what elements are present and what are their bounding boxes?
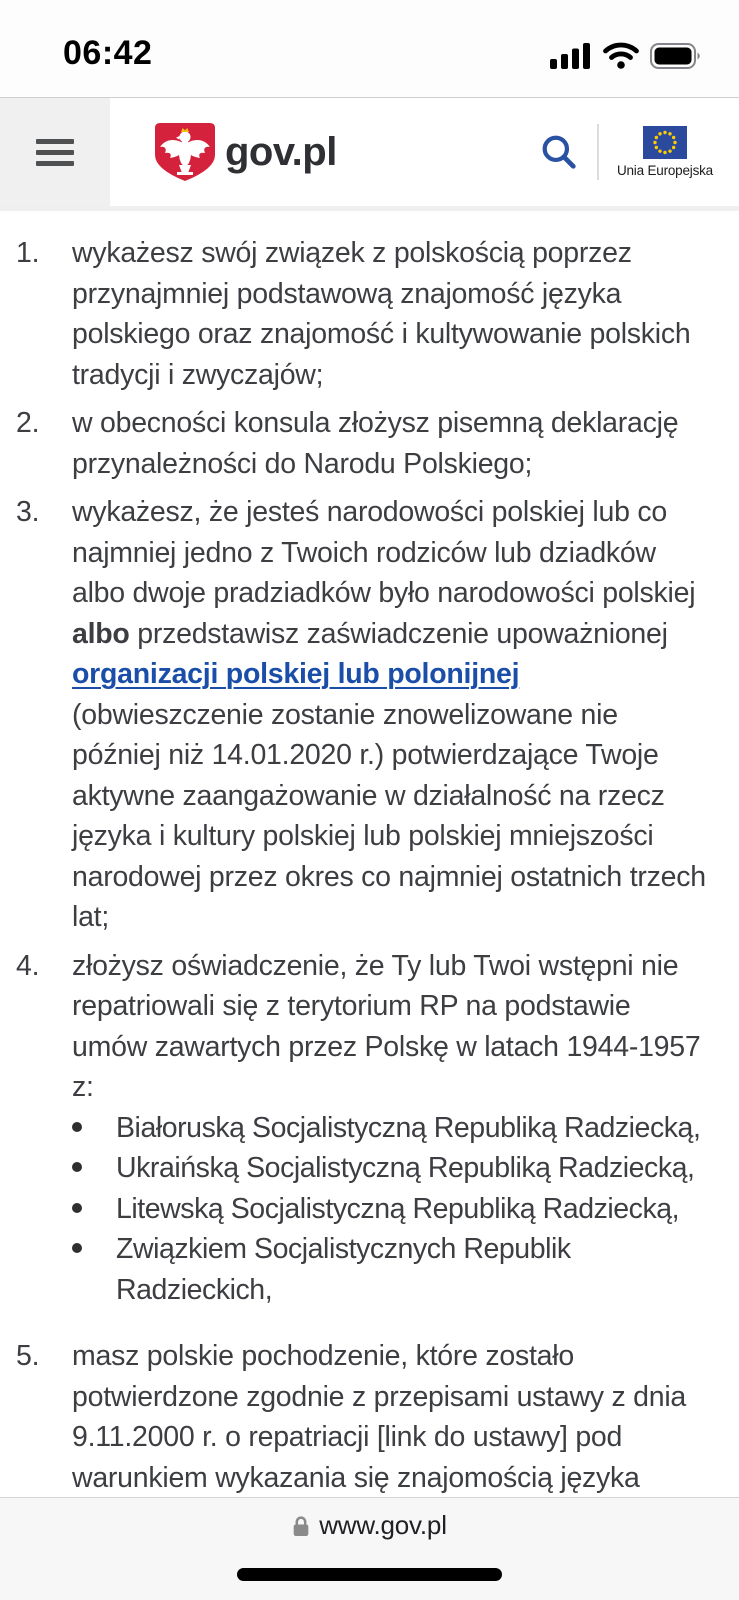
list-item-4	[16, 946, 709, 1311]
status-icons	[550, 42, 703, 69]
search-button[interactable]	[537, 122, 581, 182]
bullet-text: Litewską Socjalistyczną Republiką Radziecką,	[116, 1192, 680, 1225]
status-time: 06:42	[63, 34, 153, 72]
eu-flag-block	[617, 126, 713, 178]
browser-url-bar[interactable]	[0, 1498, 739, 1552]
browser-bottom-bar	[0, 1497, 739, 1600]
text-segment: wykażesz, że jesteś narodowości polskiej lub co najmniej jedno z Twoich rodziców lub dziadków albo dwoje pradziadków było narodowości polskiej	[72, 496, 696, 609]
list-item-text	[72, 233, 709, 395]
list-item-number: 5.	[16, 1340, 40, 1372]
list-item-1	[16, 233, 709, 395]
page-content	[0, 211, 739, 1497]
list-item-3	[16, 492, 709, 938]
wifi-icon	[603, 42, 639, 69]
eu-flag-icon	[643, 126, 687, 159]
list-item-number: 1.	[16, 237, 40, 269]
polish-eagle-emblem	[155, 123, 215, 181]
cellular-signal-icon	[550, 43, 592, 69]
bullet-dot	[72, 1229, 116, 1310]
battery-icon	[650, 43, 703, 69]
list-item-number: 4.	[16, 949, 40, 982]
header-divider	[597, 124, 599, 180]
home-indicator[interactable]	[237, 1568, 502, 1581]
bullet-list	[72, 1108, 709, 1311]
header-right	[537, 122, 713, 182]
list-item-text	[72, 403, 709, 484]
bullet-dot	[72, 1189, 116, 1230]
hamburger-menu-button[interactable]	[0, 98, 110, 206]
text-segment: przedstawisz zaświadczenie upoważnionej	[129, 617, 668, 650]
eu-flag-label: Unia Europejska	[616, 163, 713, 178]
list-item-text	[72, 946, 709, 1108]
lock-icon	[292, 1514, 310, 1537]
list-item-number: 3.	[16, 496, 40, 528]
text-segment: wykażesz swój związek z polskością poprzez przynajmniej podstawową znajomość języka polskiego oraz znajomość i kultywowanie polskich tradycji i zwyczajów;	[72, 237, 691, 391]
status-bar	[0, 0, 739, 97]
bullet-text: Związkiem Socjalistycznych Republik Radzieckich,	[116, 1233, 571, 1306]
text-segment: masz polskie pochodzenie, które zostało potwierdzone zgodnie z przepisami ustawy z dnia 9.11.2000 r. o repatriacji [link do ustawy] pod warunkiem wykazania się znajomością języka	[72, 1340, 686, 1494]
text-segment: złożysz oświadczenie, że Ty lub Twoi wstępni nie repatriowali się z terytorium RP na podstawie umów zawartych przez Polskę w latach 1944-1957 z:	[72, 949, 701, 1103]
list-item-number: 2.	[16, 407, 40, 439]
bullet-dot	[72, 1108, 116, 1149]
text-segment: w obecności konsula złożysz pisemną deklarację przynależności do Narodu Polskiego;	[72, 407, 679, 480]
hamburger-icon	[36, 133, 74, 172]
bullet-item	[72, 1189, 709, 1230]
bullet-dot	[72, 1148, 116, 1189]
text-segment: albo	[72, 617, 130, 650]
brand-text: gov.pl	[225, 129, 337, 174]
bullet-item	[72, 1148, 709, 1189]
list-item-text	[72, 492, 709, 938]
bullet-text: Ukraińską Socjalistyczną Republiką Radziecką,	[116, 1152, 695, 1184]
requirements-list	[16, 233, 709, 1497]
bullet-text: Białoruską Socjalistyczną Republiką Radziecką,	[116, 1111, 701, 1144]
brand-logo[interactable]	[155, 123, 337, 181]
inline-link[interactable]: organizacji polskiej lub polonijnej	[72, 658, 520, 690]
list-item-2	[16, 403, 709, 484]
url-text: www.gov.pl	[319, 1509, 447, 1540]
search-icon	[541, 134, 577, 170]
site-header	[0, 97, 739, 206]
list-item-5	[16, 1336, 709, 1497]
bullet-item	[72, 1229, 709, 1310]
text-segment: (obwieszczenie zostanie znowelizowane nie później niż 14.01.2020 r.) potwierdzające Twoje aktywne zaangażowanie w działalność na rzecz języka i kultury polskiej lub polskiej mniejszości narodowej przez okres co najmniej ostatnich trzech lat;	[72, 698, 706, 933]
bullet-item	[72, 1108, 709, 1149]
list-item-text	[72, 1336, 709, 1497]
